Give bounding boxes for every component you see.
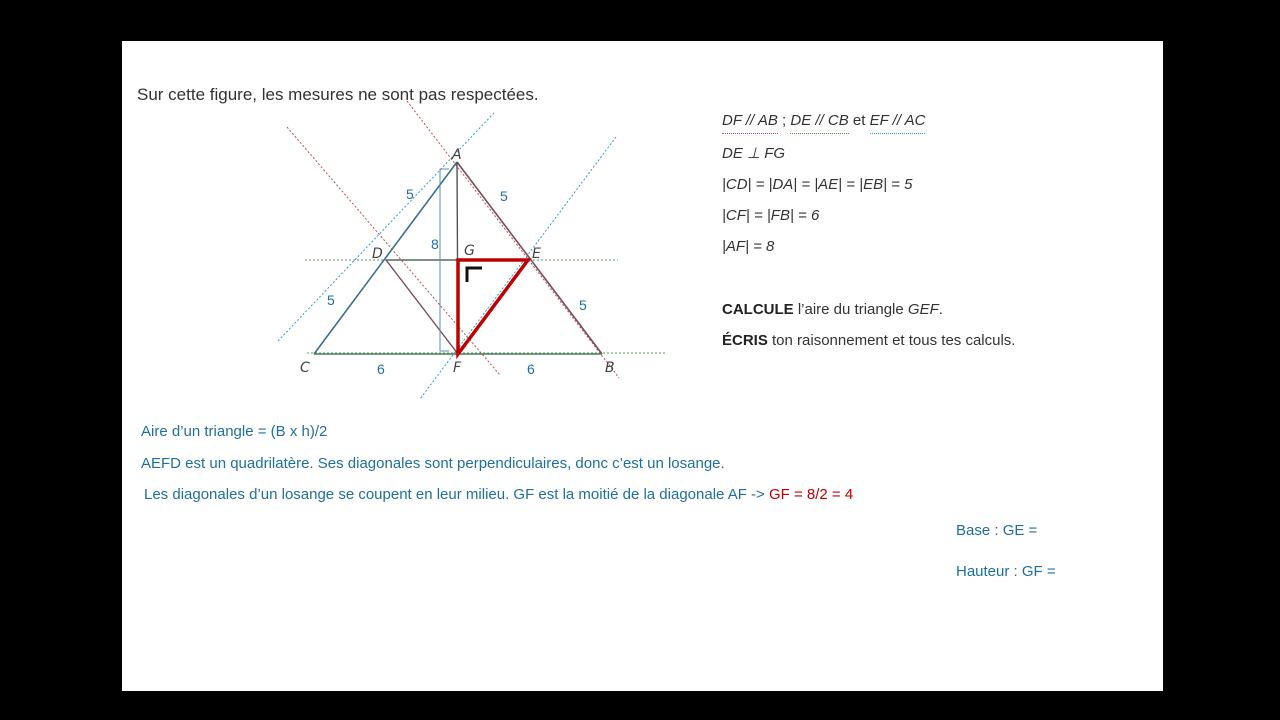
point-label-g: G (464, 243, 475, 259)
solution-losange: AEFD est un quadrilatère. Ses diagonales sont perpendiculaires, donc c’est un losange. (141, 455, 725, 472)
task-ecris-keyword: ÉCRIS (722, 332, 768, 349)
solution-diagonales: Les diagonales d’un losange se coupent en leur milieu. GF est la moitié de la diagonale AF -> GF = 8/2 = 4 (144, 486, 854, 503)
measure-ae: 5 (500, 188, 508, 204)
line-ab-extended (407, 101, 619, 378)
solution-base: Base : GE = (956, 522, 1038, 539)
point-label-d: D (372, 246, 383, 262)
condition-separator: ; (782, 112, 787, 129)
intro-text: Sur cette figure, les mesures ne sont pas respectées. (137, 85, 539, 104)
measure-fb: 6 (527, 361, 535, 377)
line-ac-extended (278, 113, 494, 341)
condition-parallels (722, 112, 925, 129)
condition-de-cb: DE // CB (790, 112, 848, 134)
solution-hauteur: Hauteur : GF = (956, 563, 1056, 580)
condition-lengths-6: |CF| = |FB| = 6 (722, 207, 820, 224)
segment-df (386, 260, 458, 354)
solution-gf-result: GF = 8/2 = 4 (768, 486, 854, 503)
measure-ad: 5 (406, 186, 414, 202)
slide (122, 41, 1163, 691)
condition-et: et (852, 112, 866, 129)
measure-eb: 5 (579, 297, 587, 313)
measure-af: 8 (431, 236, 439, 252)
condition-perpendicular: DE ⊥ FG (722, 145, 786, 162)
task-calcule-keyword: CALCULE (722, 301, 794, 318)
task-calcule: CALCULE l’aire du triangle GEF. (722, 301, 943, 318)
point-label-f: F (453, 360, 462, 376)
condition-lengths-5: |CD| = |DA| = |AE| = |EB| = 5 (722, 176, 913, 193)
point-label-e: E (532, 246, 541, 262)
measure-dc: 5 (327, 292, 335, 308)
right-angle-marker (467, 268, 482, 282)
measure-cf: 6 (377, 361, 385, 377)
point-label-b: B (605, 360, 615, 376)
line-ef-extended (420, 137, 616, 399)
condition-length-af: |AF| = 8 (722, 238, 775, 255)
task-ecris: ÉCRIS ton raisonnement et tous tes calculs. (722, 332, 1016, 349)
condition-df-ab: DF // AB (722, 112, 778, 134)
solution-area-formula: Aire d’un triangle = (B x h)/2 (141, 423, 328, 440)
condition-ef-ac: EF // AC (870, 112, 926, 134)
geometry-figure (122, 41, 1163, 691)
point-label-c: C (300, 360, 310, 376)
point-label-a: A (452, 147, 462, 163)
